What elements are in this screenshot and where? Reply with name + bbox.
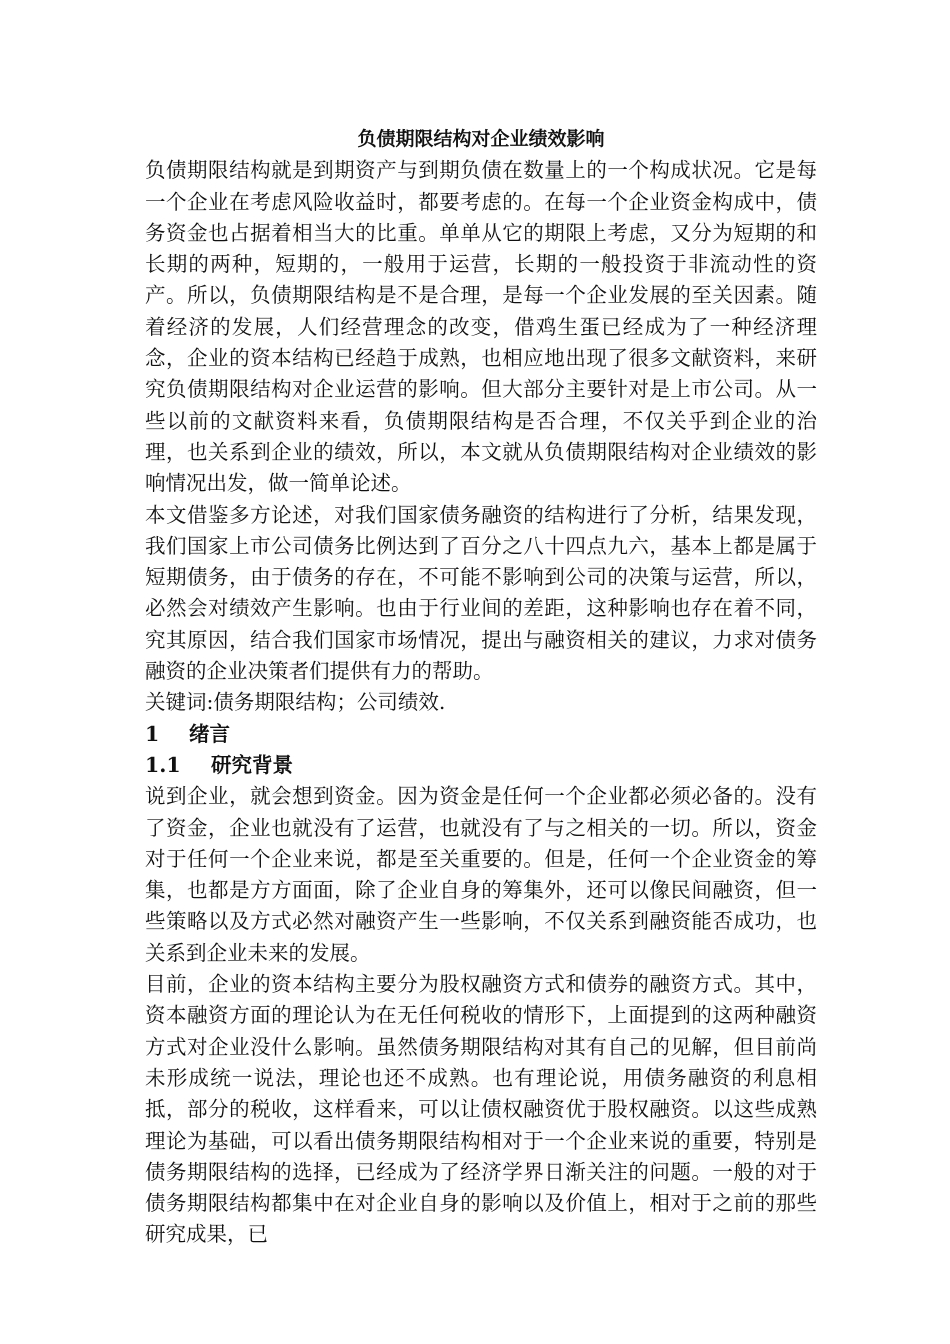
document-title: 负债期限结构对企业绩效影响 <box>357 128 605 150</box>
abstract-paragraph-1: 负债期限结构就是到期资产与到期负债在数量上的一个构成状况。它是每一个企业在考虑风险收益时，都要考虑的。在每一个企业资金构成中，债务资金也占据着相当大的比重。单单从它的期限上考虑，又分为短期的和长期的两种，短期的，一般用于运营，长期的一般投资于非流动性的资产。所以，负债期限结构是不是合理，是每一个企业发展的至关因素。随着经济的发展，人们经营理念的改变，借鸡生蛋已经成为了一种经济理念，企业的资本结构已经趋于成熟，也相应地出现了很多文献资料，来研究负债期限结构对企业运营的影响。但大部分主要针对是上市公司。从一些以前的文献资料来看，负债期限结构是否合理，不仅关乎到企业的治理，也关系到企业的绩效，所以，本文就从负债期限结构对企业绩效的影响情况出发，做一简单论述。 <box>145 158 817 496</box>
section-heading-1-1 <box>145 750 817 781</box>
subsection-title: 研究背景 <box>211 752 293 777</box>
section-title: 绪言 <box>189 721 230 746</box>
abstract-paragraph-2: 本文借鉴多方论述，对我们国家债务融资的结构进行了分析，结果发现，我们国家上市公司债务比例达到了百分之八十四点九六，基本上都是属于短期债务，由于债务的存在，不可能不影响到公司的决策与运营，所以，必然会对绩效产生影响。也由于行业间的差距，这种影响也存在着不同，究其原因，结合我们国家市场情况，提出与融资相关的建议，力求对债务融资的企业决策者们提供有力的帮助。 <box>145 502 817 684</box>
subsection-number: 1.1 <box>145 752 181 777</box>
section-heading-1 <box>145 719 817 750</box>
section-number: 1 <box>145 721 160 746</box>
keywords-line: 关键词:债务期限结构；公司绩效. <box>145 690 446 715</box>
document-body <box>145 124 817 1251</box>
body-paragraph-1: 说到企业，就会想到资金。因为资金是任何一个企业都必须必备的。没有了资金，企业也就没有了运营，也就没有了与之相关的一切。所以，资金对于任何一个企业来说，都是至关重要的。但是，任何一个企业资金的筹集，也都是方方面面，除了企业自身的筹集外，还可以像民间融资，但一些策略以及方式必然对融资产生一些影响，不仅关系到融资能否成功，也关系到企业未来的发展。 <box>145 784 817 965</box>
body-paragraph-2: 目前，企业的资本结构主要分为股权融资方式和债券的融资方式。其中，资本融资方面的理论认为在无任何税收的情形下，上面提到的这两种融资方式对企业没什么影响。虽然债务期限结构对其有自己的见解，但目前尚未形成统一说法，理论也还不成熟。也有理论说，用债务融资的利息相抵，部分的税收，这样看来，可以让债权融资优于股权融资。以这些成熟理论为基础，可以看出债务期限结构相对于一个企业来说的重要，特别是债务期限结构的选择，已经成为了经济学界日渐关注的问题。一般的对于债务期限结构都集中在对企业自身的影响以及价值上，相对于之前的那些研究成果，已 <box>145 972 817 1247</box>
